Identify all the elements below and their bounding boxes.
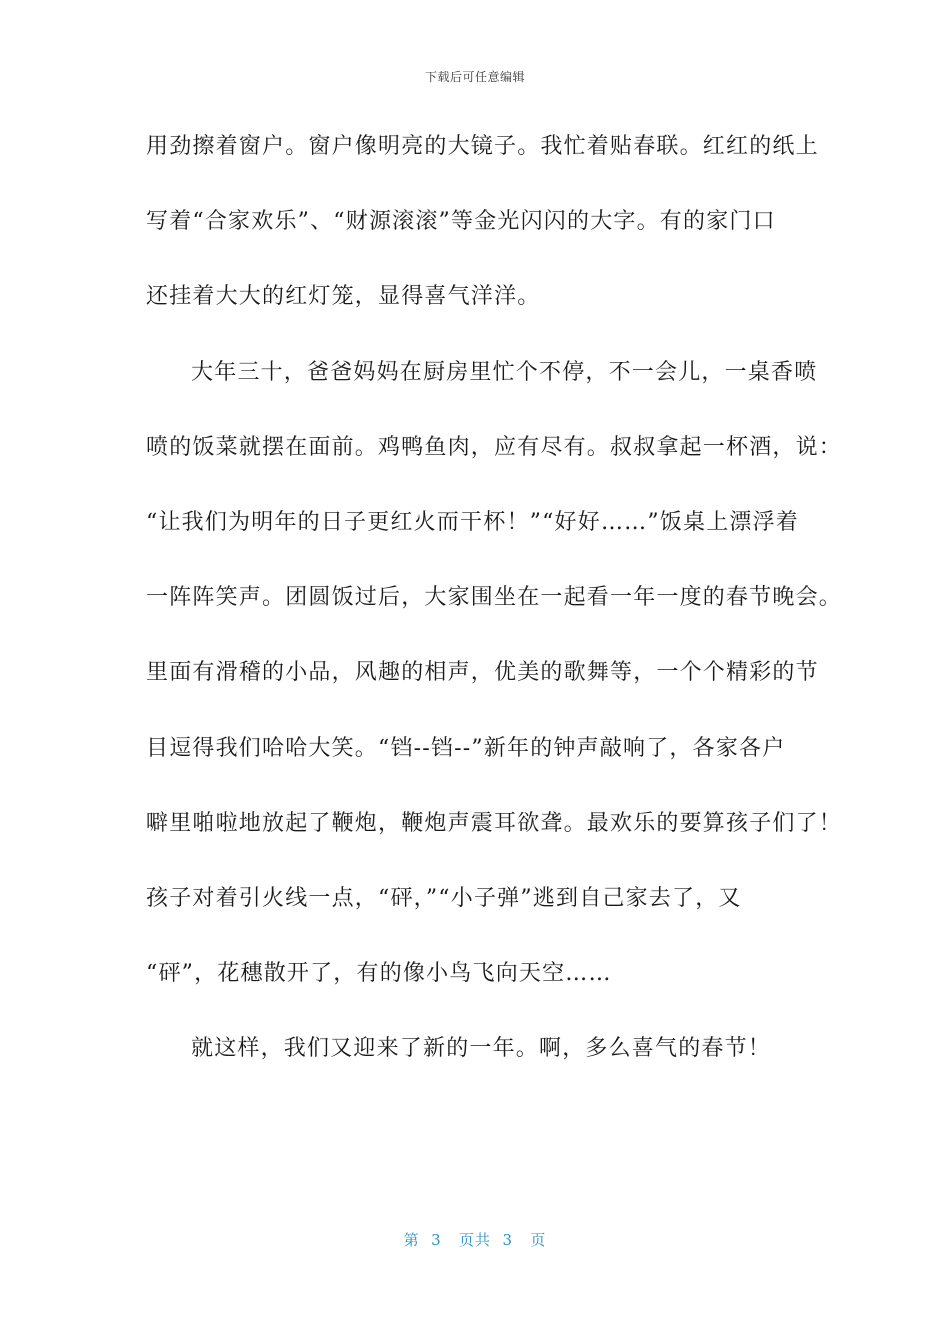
page-header: 下载后可任意编辑 bbox=[424, 70, 525, 84]
text-line: 噼里啪啦地放起了鞭炮，鞭炮声震耳欲聋。最欢乐的要算孩子们了！ bbox=[146, 810, 843, 836]
text-line: 还挂着大大的红灯笼，显得喜气洋洋。 bbox=[146, 284, 541, 310]
text-line: 里面有滑稽的小品，风趣的相声，优美的歌舞等，一个个精彩的节 bbox=[146, 660, 819, 686]
text-line: 目逗得我们哈哈大笑。“铛--铛--”新年的钟声敲响了，各家各户 bbox=[146, 735, 786, 761]
text-line: 一阵阵笑声。团圆饭过后，大家围坐在一起看一年一度的春节晚会。 bbox=[146, 585, 843, 611]
paragraph-start-line: 大年三十，爸爸妈妈在厨房里忙个不停，不一会儿，一桌香喷 bbox=[191, 359, 818, 385]
paragraph-start-line: 就这样，我们又迎来了新的一年。啊，多么喜气的春节！ bbox=[191, 1036, 772, 1062]
text-line: 用劲擦着窗户。窗户像明亮的大镜子。我忙着贴春联。红红的纸上 bbox=[146, 134, 819, 159]
text-line: “让我们为明年的日子更红火而干杯！”“好好……”饭桌上漂浮着 bbox=[146, 509, 799, 535]
document-body bbox=[146, 128, 843, 1105]
text-line: 孩子对着引火线一点，“砰，”“小子弹”逃到自己家去了，又 bbox=[146, 885, 742, 911]
page-footer bbox=[0, 1229, 950, 1250]
text-line: 写着“合家欢乐”、“财源滚滚”等金光闪闪的大字。有的家门口 bbox=[146, 209, 776, 235]
page-number: 第 3 页共 3 页 bbox=[403, 1231, 547, 1249]
text-line: “砰”，花穗散开了，有的像小鸟飞向天空…… bbox=[146, 961, 612, 987]
text-line: 喷的饭菜就摆在面前。鸡鸭鱼肉，应有尽有。叔叔拿起一杯酒，说： bbox=[146, 434, 843, 460]
